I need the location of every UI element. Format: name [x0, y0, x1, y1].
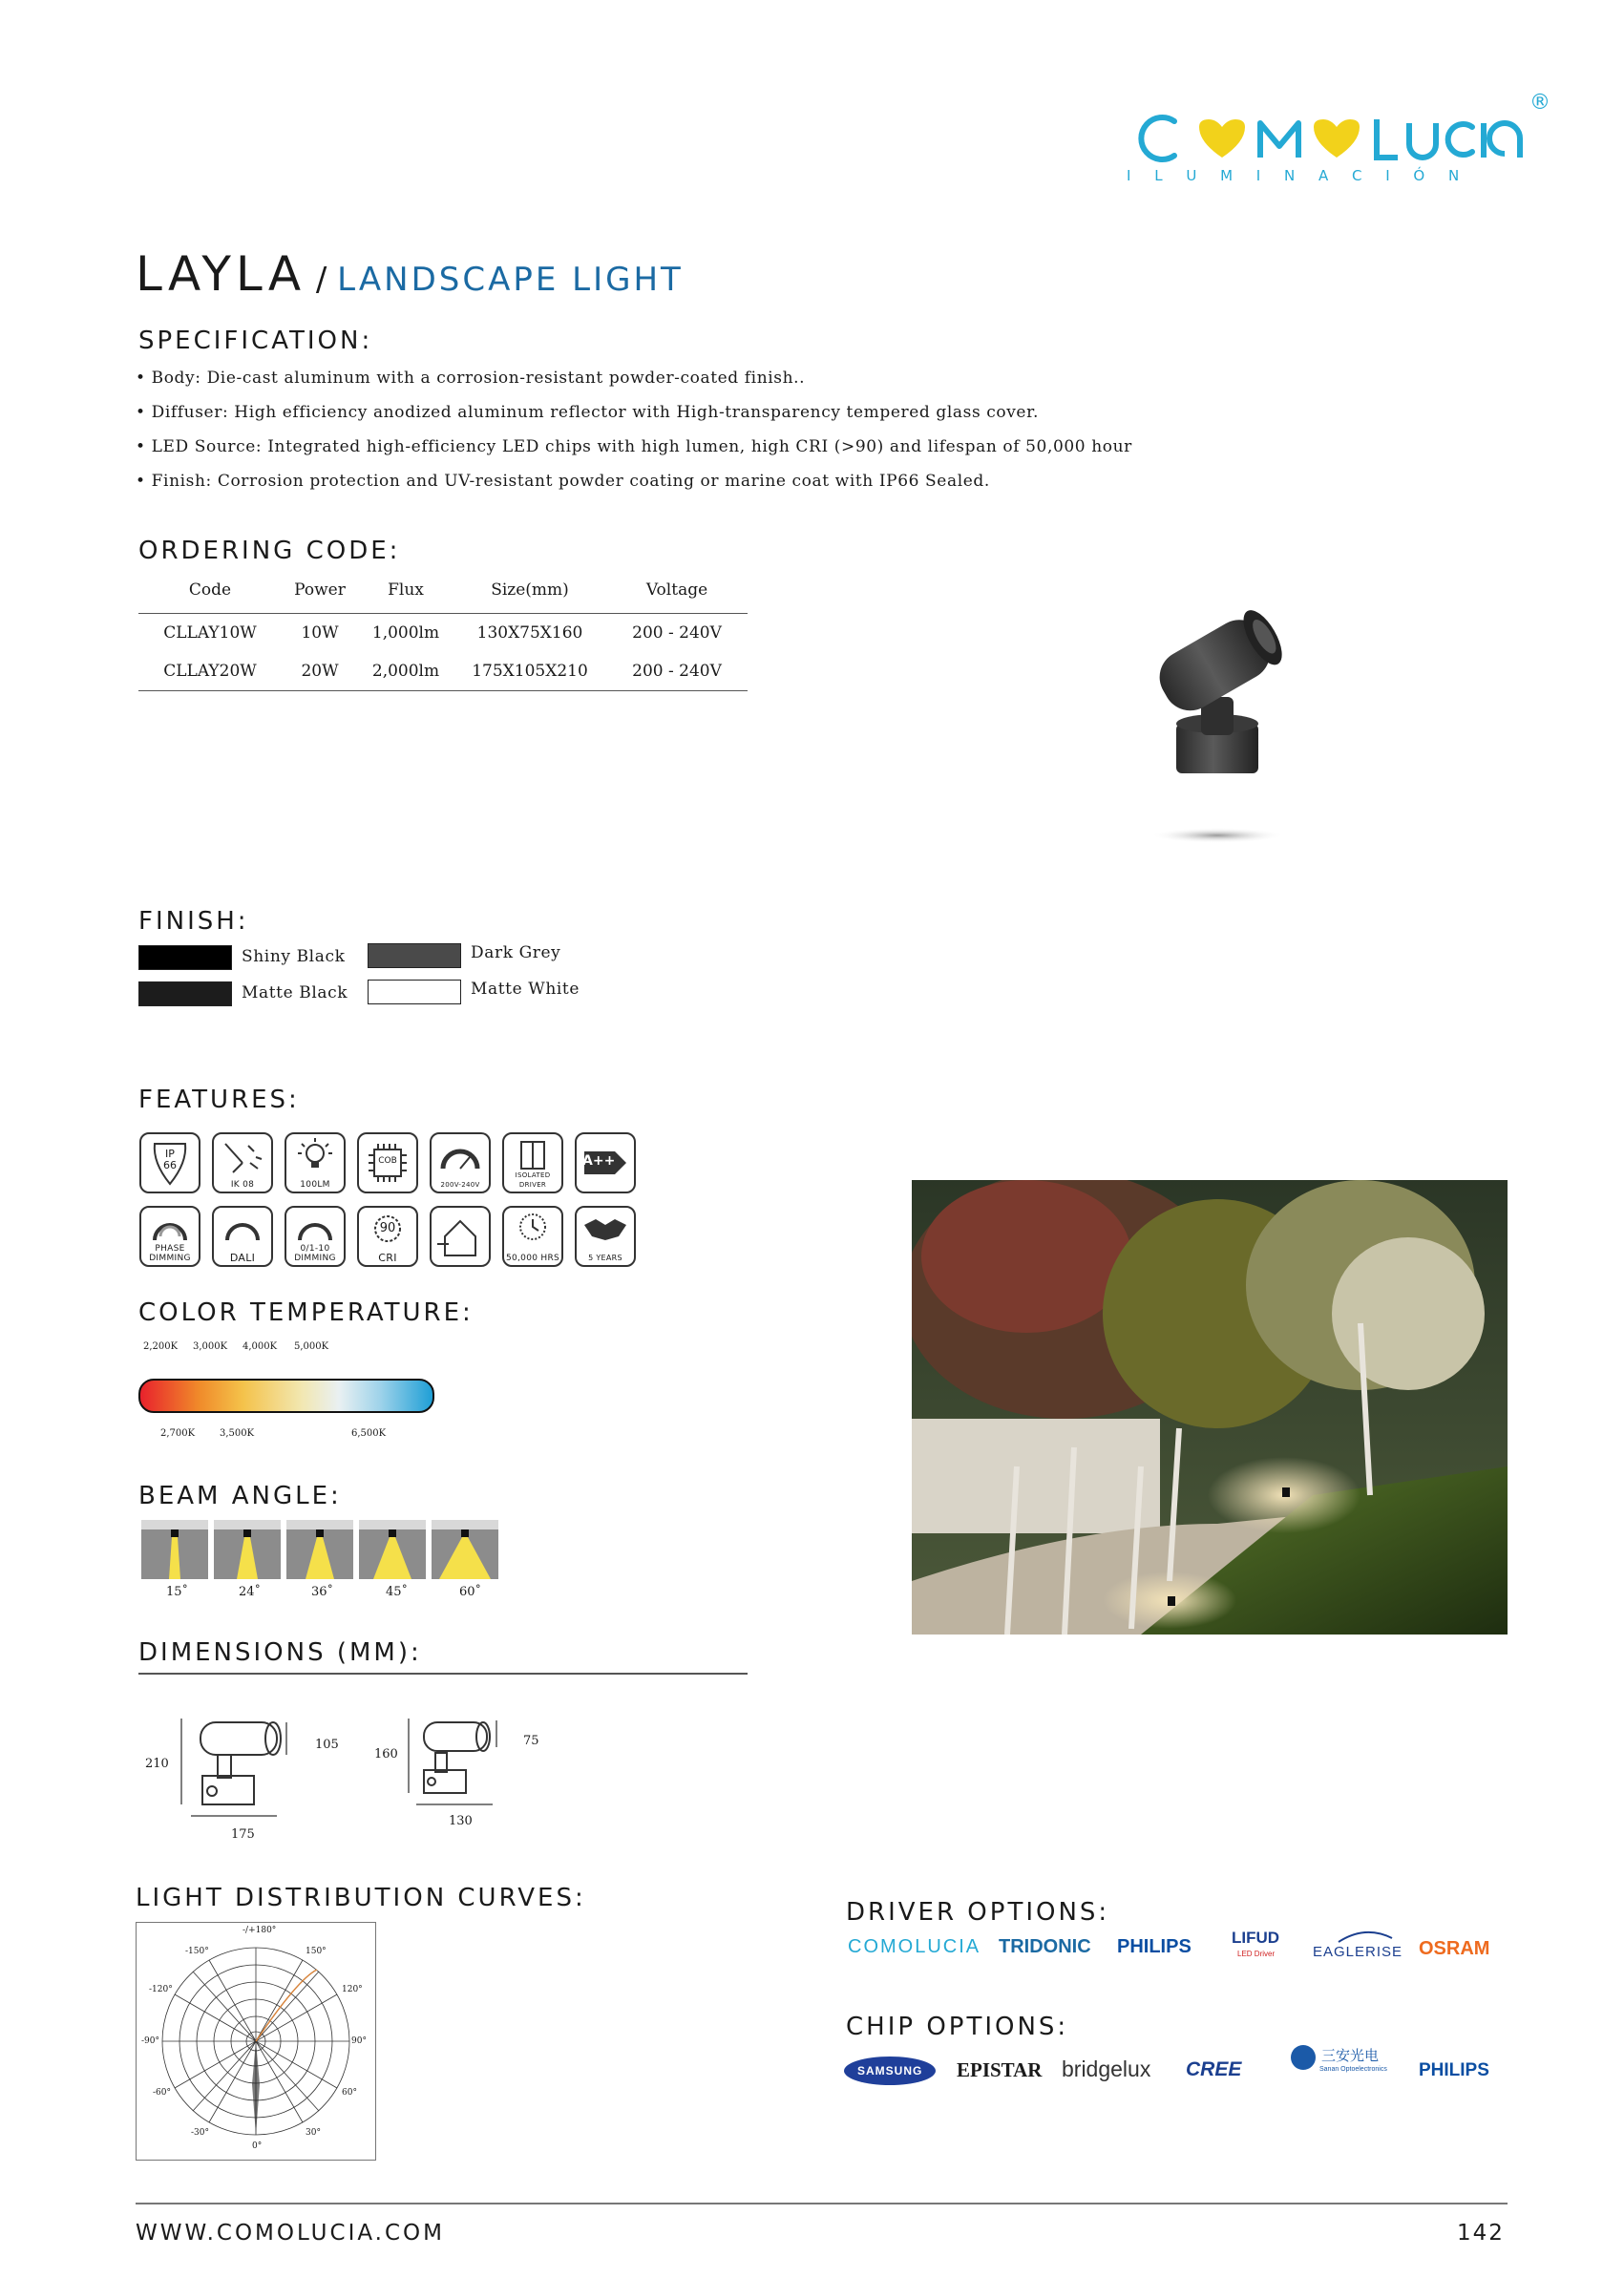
table-header-row [138, 571, 748, 614]
chip-logo-philips: PHILIPS [1419, 2060, 1489, 2080]
feature-sub: CRI [378, 1252, 397, 1264]
logo-tagline: I L U M I N A C I Ó N [1127, 167, 1469, 184]
table-row [138, 652, 748, 691]
cell-code: CLLAY10W [163, 623, 257, 643]
feature-sub: 0/1-10 DIMMING [294, 1244, 336, 1263]
beam-label: 15˚ [166, 1585, 189, 1599]
eaglerise-swoosh-icon [1337, 1929, 1394, 1944]
spec-line: • Diffuser: High efficiency anodized aluminum reflector with High-transparency tempered glass cover. [136, 403, 1039, 422]
beam-label: 45˚ [386, 1585, 409, 1599]
feature-sub: 50,000 HRS [505, 1254, 560, 1263]
polar-label: -30° [191, 2128, 209, 2138]
lifespan-clock-icon [502, 1206, 563, 1267]
cell-size: 175X105X210 [453, 652, 606, 691]
isolated-driver-icon [502, 1132, 563, 1193]
warranty-handshake-icon [575, 1206, 636, 1267]
feature-main: A++ [582, 1153, 616, 1169]
ip66-shield-icon [139, 1132, 200, 1193]
chip-logo-sanan-sub: Sanan Optoelectronics [1319, 2066, 1387, 2073]
beam-24-icon [214, 1520, 281, 1579]
polar-label: 30° [306, 2128, 321, 2138]
swatch-label: Dark Grey [471, 943, 561, 962]
product-photo [1117, 554, 1308, 850]
spec-line: • Finish: Corrosion protection and UV-resistant powder coating or marine coat with IP66 Sealed. [136, 472, 990, 491]
cell-code: CLLAY20W [138, 652, 282, 691]
feature-sub: PHASE DIMMING [149, 1244, 191, 1263]
chip-logo-epistar: EPISTAR [957, 2058, 1043, 2081]
beam-label: 36˚ [311, 1585, 334, 1599]
footer-rule [136, 2203, 1508, 2204]
dim-height-large: 210 [145, 1757, 169, 1771]
house-plug-icon [430, 1206, 491, 1267]
dim-height-small: 160 [374, 1747, 398, 1761]
beam-60-icon [432, 1520, 498, 1579]
dim-head-large: 105 [315, 1738, 339, 1752]
swatch-label: Matte White [471, 980, 580, 999]
driver-logo-comolucia: COMOLUCIA [848, 1936, 981, 1957]
polar-label: 150° [306, 1947, 327, 1956]
polar-labels [136, 1922, 376, 2161]
polar-label: 0° [252, 2141, 263, 2151]
spec-list [136, 361, 1186, 498]
dimension-drawing-small [401, 1709, 535, 1814]
cct-label: 3,000K [193, 1341, 228, 1352]
cct-label: 6,500K [351, 1428, 387, 1439]
registered-mark: ® [1529, 91, 1550, 115]
dali-icon [212, 1206, 273, 1267]
beam-36-icon [286, 1520, 353, 1579]
section-title-beam-angle: BEAM ANGLE: [138, 1482, 342, 1510]
table-row [138, 614, 748, 653]
dimming-0-10-icon [285, 1206, 346, 1267]
cell-power: 20W [282, 652, 358, 691]
chip-logo-sanan-mark [1291, 2045, 1316, 2070]
ordering-table [138, 571, 748, 691]
phase-dimming-icon [139, 1206, 200, 1267]
cell-power: 10W [301, 623, 339, 643]
swatch-shiny-black [138, 945, 232, 970]
polar-label: -60° [153, 2088, 171, 2098]
dim-width-small: 130 [449, 1814, 473, 1828]
chip-logo-cree: CREE [1186, 2058, 1242, 2080]
feature-sub: 66 [163, 1159, 177, 1171]
brand-logo [1127, 91, 1550, 186]
driver-logo-osram: OSRAM [1419, 1938, 1490, 1959]
driver-logo-philips: PHILIPS [1117, 1936, 1192, 1957]
section-title-distribution: LIGHT DISTRIBUTION CURVES: [136, 1884, 586, 1912]
feature-sub: DALI [229, 1252, 256, 1264]
chip-logo-sanan: 三安光电 [1321, 2047, 1380, 2064]
swatch-label: Shiny Black [242, 947, 346, 966]
impact-ik08-icon [212, 1132, 273, 1193]
driver-logo-tridonic: TRIDONIC [999, 1936, 1091, 1957]
col-flux: Flux [358, 571, 453, 614]
section-title-features: FEATURES: [138, 1086, 300, 1114]
dimensions-rule [138, 1673, 748, 1675]
cct-label: 2,200K [143, 1341, 179, 1352]
cell-size: 130X75X160 [476, 623, 583, 643]
dimension-drawing-large [172, 1709, 325, 1824]
energy-class-icon [575, 1132, 636, 1193]
feature-main: COB [378, 1156, 397, 1166]
swatch-matte-white [368, 980, 461, 1004]
section-title-specification: SPECIFICATION: [138, 327, 373, 355]
polar-label: 60° [342, 2088, 357, 2098]
cct-label: 4,000K [243, 1341, 278, 1352]
col-voltage: Voltage [606, 571, 748, 614]
polar-label: -120° [149, 1985, 173, 1994]
section-title-finish: FINISH: [138, 907, 249, 936]
beam-label: 60˚ [459, 1585, 482, 1599]
cct-label: 5,000K [294, 1341, 329, 1352]
col-code: Code [138, 571, 282, 614]
section-title-drivers: DRIVER OPTIONS: [846, 1898, 1110, 1927]
cell-flux: 2,000lm [358, 652, 453, 691]
chip-logo-samsung-text: SAMSUNG [857, 2064, 923, 2078]
cct-label: 2,700K [160, 1428, 196, 1439]
section-title-color-temperature: COLOR TEMPERATURE: [138, 1298, 474, 1327]
col-power: Power [282, 571, 358, 614]
feature-main: IP [165, 1148, 175, 1160]
application-photo [912, 1180, 1508, 1635]
section-title-chips: CHIP OPTIONS: [846, 2013, 1069, 2041]
beam-label: 24˚ [239, 1585, 262, 1599]
product-title [136, 246, 684, 302]
polar-label: -150° [185, 1947, 209, 1956]
logo-wordmark-icon [1127, 110, 1528, 167]
chip-logo-bridgelux: bridgelux [1062, 2057, 1151, 2081]
polar-label: 120° [342, 1985, 363, 1994]
cell-flux: 1,000lm [371, 623, 440, 643]
spec-line: • LED Source: Integrated high-efficiency LED chips with high lumen, high CRI (>90) and lifespan of 50,000 hour [136, 437, 1132, 456]
polar-label: -/+180° [243, 1926, 277, 1935]
section-title-ordering: ORDERING CODE: [138, 537, 401, 565]
driver-logo-lifud-sub: LED Driver [1237, 1950, 1276, 1958]
col-size: Size(mm) [453, 571, 606, 614]
product-name: LAYLA [136, 246, 306, 302]
cct-gradient-bar [138, 1379, 434, 1413]
polar-label: -90° [141, 2036, 159, 2046]
cct-label: 3,500K [220, 1428, 255, 1439]
feature-sub: 200V-240V [440, 1181, 480, 1189]
dim-width-large: 175 [231, 1827, 255, 1842]
beam-15-icon [141, 1520, 208, 1579]
footer-url[interactable]: WWW.COMOLUCIA.COM [136, 2221, 446, 2246]
driver-logo-eaglerise: EAGLERISE [1313, 1944, 1403, 1960]
cct-bottom-labels [143, 1428, 449, 1442]
spec-line: • Body: Die-cast aluminum with a corrosion-resistant powder-coated finish.. [136, 369, 806, 388]
feature-sub: IK 08 [230, 1180, 255, 1190]
cell-voltage: 200 - 240V [606, 652, 748, 691]
swatch-matte-black [138, 981, 232, 1006]
swatch-dark-grey [368, 943, 461, 968]
bulb-lumen-icon [285, 1132, 346, 1193]
cob-chip-icon [357, 1132, 418, 1193]
driver-logo-lifud: LIFUD [1232, 1929, 1280, 1947]
feature-sub: 5 YEARS [588, 1254, 622, 1262]
feature-main: 90 [379, 1221, 396, 1235]
feature-sub: ISOLATED DRIVER [515, 1171, 551, 1189]
page-number: 142 [1457, 2221, 1505, 2246]
cct-top-labels [143, 1341, 449, 1355]
polar-label: 90° [351, 2036, 367, 2046]
feature-sub: 100LM [300, 1180, 330, 1190]
swatch-label: Matte Black [242, 983, 348, 1002]
voltage-gauge-icon [430, 1132, 491, 1193]
product-category: LANDSCAPE LIGHT [337, 261, 684, 299]
cell-voltage: 200 - 240V [632, 623, 722, 643]
beam-45-icon [359, 1520, 426, 1579]
dim-head-small: 75 [523, 1734, 539, 1748]
cri-icon [357, 1206, 418, 1267]
section-title-dimensions: DIMENSIONS (MM): [138, 1638, 422, 1667]
title-separator: / [306, 261, 338, 299]
